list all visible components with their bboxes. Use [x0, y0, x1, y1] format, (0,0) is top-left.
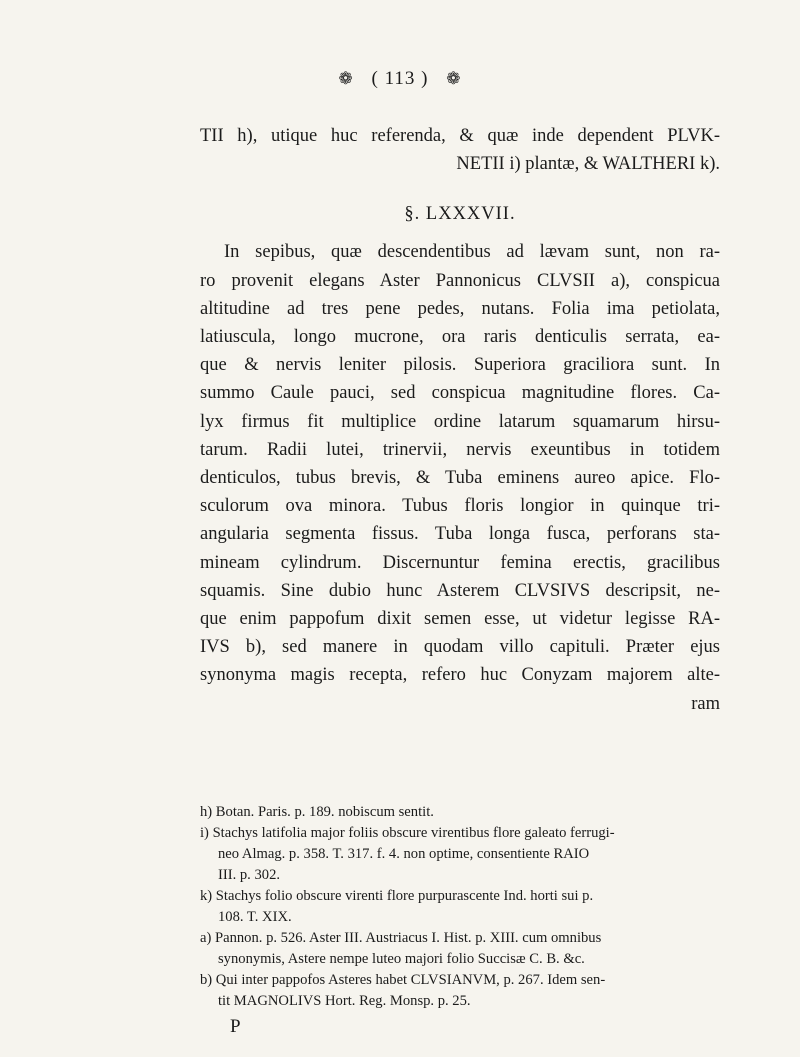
text-line: sculorum ova minora. Tubus floris longior in quinque tri-: [200, 496, 720, 517]
footnote-line: synonymis, Astere nempe luteo majori folio Succisæ C. B. &c.: [218, 951, 585, 967]
ornament-right-icon: ❁: [446, 69, 462, 88]
text-line: lyx firmus fit multiplice ordine latarum squamarum hirsu-: [200, 411, 720, 432]
text-line: ro provenit elegans Aster Pannonicus CLVSII a), conspicua: [200, 270, 720, 291]
intro-paragraph: [200, 122, 720, 178]
text-line: NETII i) plantæ, & WALTHERI k).: [456, 154, 720, 175]
main-paragraph: [200, 238, 720, 717]
text-line: angularia segmenta fissus. Tuba longa fusca, perforans sta-: [200, 524, 720, 545]
footnote-line: neo Almag. p. 358. T. 317. f. 4. non optime, consentiente RAIO: [218, 846, 590, 862]
text-line: que & nervis leniter pilosis. Superiora graciliora sunt. In: [200, 355, 720, 376]
footnote-line: k) Stachys folio obscure virenti flore purpurascente Ind. horti sui p.: [200, 888, 594, 904]
signature-mark: P: [230, 1016, 241, 1037]
footnote-line: b) Qui inter pappofos Asteres habet CLVSIANVM, p. 267. Idem sen-: [200, 972, 606, 988]
footnote-line: III. p. 302.: [218, 867, 281, 883]
page-header: [0, 68, 800, 90]
footnote-line: a) Pannon. p. 526. Aster III. Austriacus I. Hist. p. XIII. cum omnibus: [200, 930, 602, 946]
footnote-a: [200, 928, 720, 970]
footnote-h: [200, 802, 720, 823]
footnote-line: i) Stachys latifolia major foliis obscure virentibus flore galeato ferrugi-: [200, 825, 615, 841]
footnote-line: tit MAGNOLIVS Hort. Reg. Monsp. p. 25.: [218, 993, 471, 1009]
section-title: §. LXXXVII.: [404, 204, 516, 225]
text-line: TII h), utique huc referenda, & quæ inde dependent PLVK-: [200, 126, 720, 146]
page-number: ( 113 ): [371, 68, 429, 89]
footnote-b: [200, 970, 720, 1012]
footnote-i: [200, 823, 720, 886]
text-line: latiuscula, longo mucrone, ora raris denticulis serrata, ea-: [200, 327, 720, 348]
text-line: tarum. Radii lutei, trinervii, nervis exeuntibus in totidem: [200, 439, 720, 460]
footnote-k: [200, 886, 720, 928]
footnote-line: h) Botan. Paris. p. 189. nobiscum sentit.: [200, 804, 434, 820]
ornament-left-icon: ❁: [338, 69, 354, 88]
text-line: summo Caule pauci, sed conspicua magnitudine flores. Ca-: [200, 383, 720, 404]
text-line: squamis. Sine dubio hunc Asterem CLVSIVS descripsit, ne-: [200, 580, 720, 601]
text-line: IVS b), sed manere in quodam villo capituli. Præter ejus: [200, 637, 720, 658]
catchword: ram: [691, 693, 720, 714]
text-line: In sepibus, quæ descendentibus ad lævam sunt, non ra-: [224, 242, 720, 263]
text-line: denticulos, tubus brevis, & Tuba eminens aureo apice. Flo-: [200, 468, 720, 489]
text-line: mineam cylindrum. Discernuntur femina erectis, gracilibus: [200, 552, 720, 573]
body-text: [200, 122, 720, 718]
text-line: altitudine ad tres pene pedes, nutans. Folia ima petiolata,: [200, 298, 720, 319]
footnote-line: 108. T. XIX.: [218, 909, 292, 925]
text-line: synonyma magis recepta, refero huc Conyzam majorem alte-: [200, 665, 720, 686]
footnotes: [200, 802, 720, 1012]
text-line: que enim pappofum dixit semen esse, ut videtur legisse RA-: [200, 609, 720, 630]
